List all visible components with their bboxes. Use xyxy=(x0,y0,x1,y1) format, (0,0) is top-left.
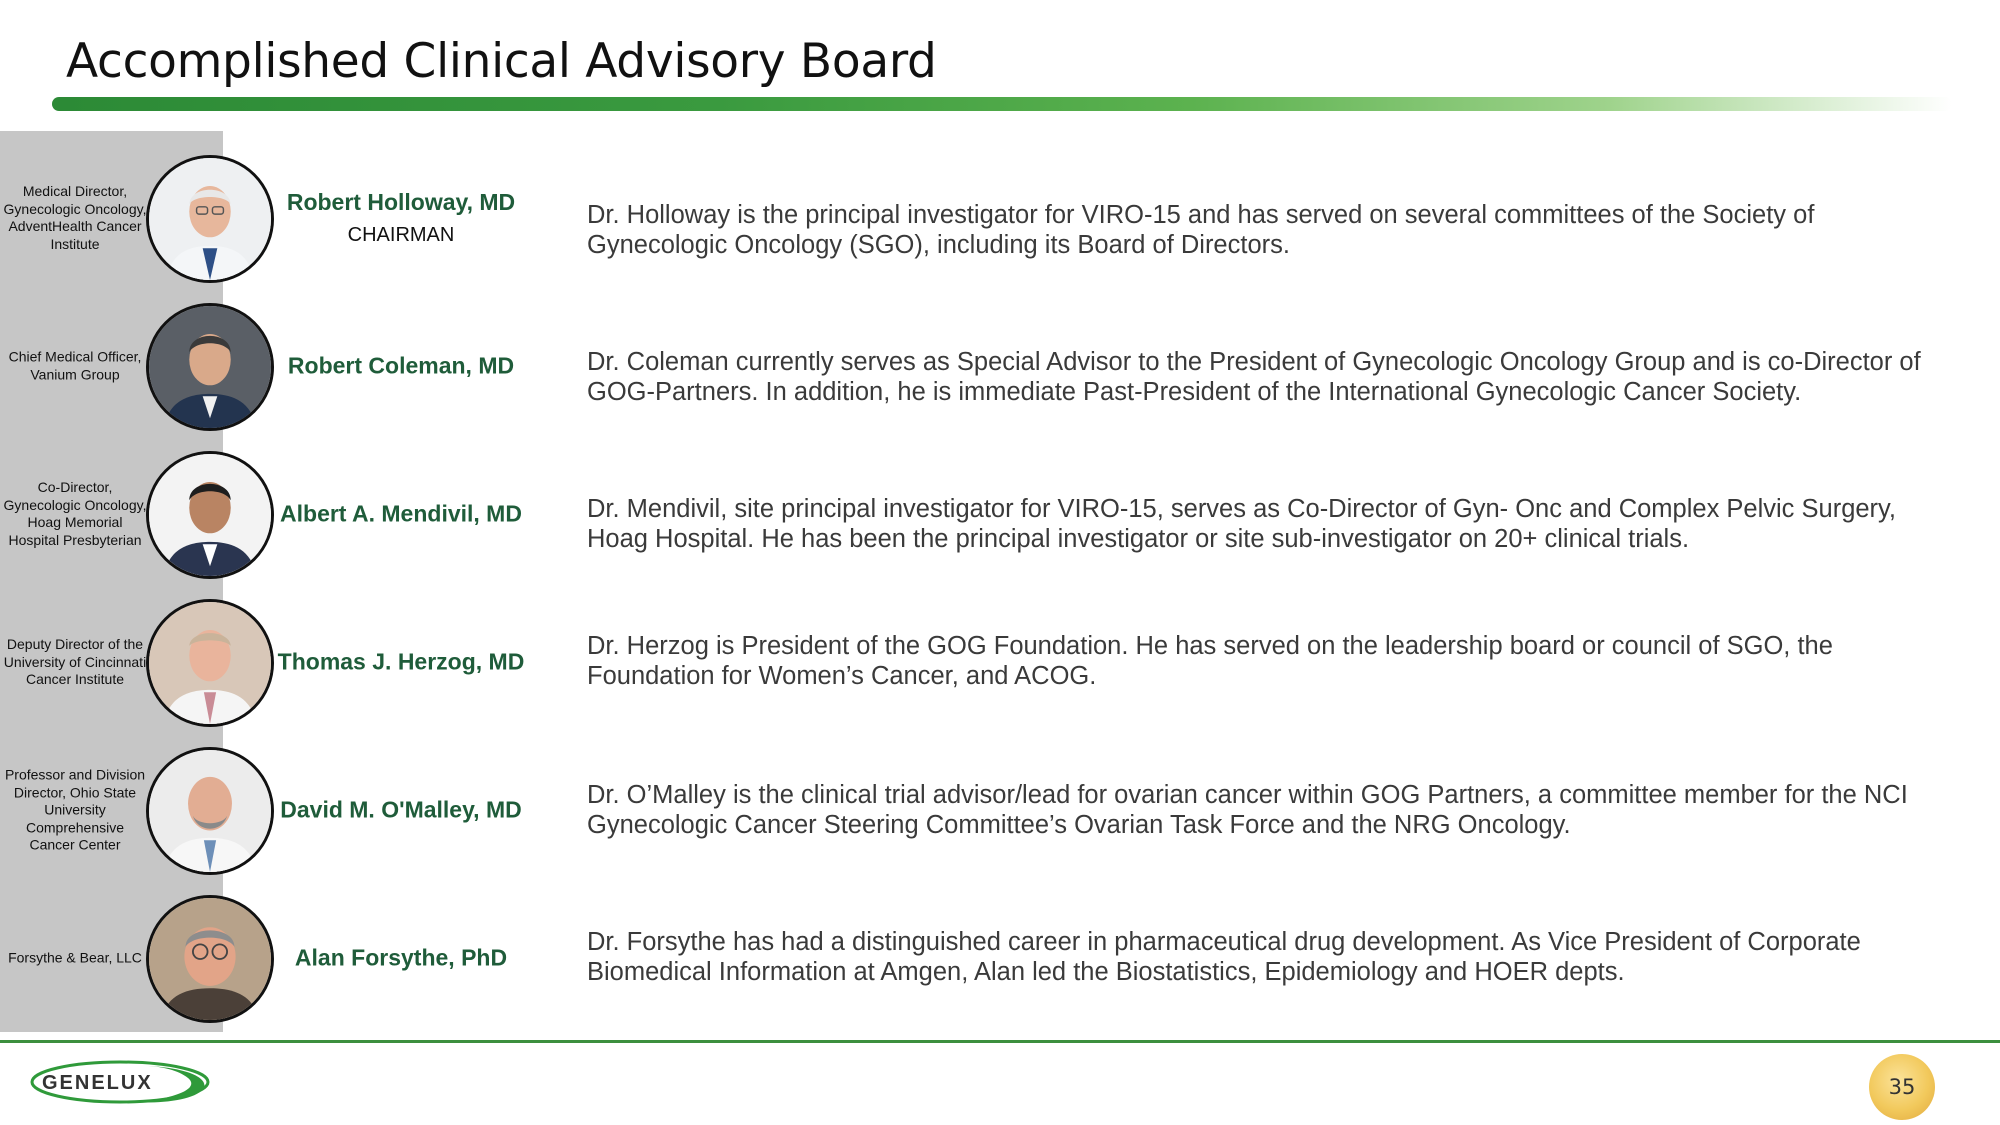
board-member-holloway xyxy=(0,152,2000,284)
member-name: Robert Coleman, MD xyxy=(287,352,515,379)
member-name: Thomas J. Herzog, MD xyxy=(277,648,525,675)
member-name: Robert Holloway, MD xyxy=(286,189,516,215)
member-photo xyxy=(146,895,274,1023)
svg-text:GENELUX: GENELUX xyxy=(42,1072,153,1094)
member-bio: Dr. O’Malley is the clinical trial advisor/lead for ovarian cancer within GOG Partners, a committee member for the NCI Gynecologic Cancer Steering Committee’s Ovarian Task Force and the NRG Oncology. xyxy=(587,781,1908,839)
logo-swoosh-icon xyxy=(28,1058,210,1106)
member-name-block xyxy=(272,797,530,824)
member-photo xyxy=(146,747,274,875)
member-name-block xyxy=(272,353,530,380)
board-member-forsythe xyxy=(0,892,2000,1024)
page-number: 35 xyxy=(1869,1054,1935,1120)
member-name-block xyxy=(272,501,530,528)
member-name: Alan Forsythe, PhD xyxy=(294,944,508,971)
portrait-icon xyxy=(149,898,271,1020)
slide-title: Accomplished Clinical Advisory Board xyxy=(66,34,937,89)
member-photo xyxy=(146,599,274,727)
board-member-mendivil xyxy=(0,448,2000,580)
board-member-herzog xyxy=(0,596,2000,728)
member-affiliation: Professor and Division Director, Ohio State University Comprehensive Cancer Center xyxy=(4,766,146,853)
board-member-coleman xyxy=(0,300,2000,432)
member-bio: Dr. Coleman currently serves as Special Advisor to the President of Gynecologic Oncology Group and is co-Director of GOG-Partners. In addition, he is immediate Past-President of the International Gynecologic Cancer Society. xyxy=(587,348,1921,406)
portrait-icon xyxy=(149,602,271,724)
member-bio: Dr. Mendivil, site principal investigator for VIRO-15, serves as Co-Director of Gyn- Onc and Complex Pelvic Surgery, Hoag Hospital. He has been the principal investigator or site sub-investigator on 20+ clinical trials. xyxy=(587,495,1896,553)
portrait-icon xyxy=(149,454,271,576)
member-affiliation: Forsythe & Bear, LLC xyxy=(8,949,142,966)
portrait-icon xyxy=(149,750,271,872)
member-name: David M. O'Malley, MD xyxy=(280,796,522,823)
member-name-block xyxy=(272,649,530,676)
member-name-block xyxy=(272,189,530,247)
genelux-logo xyxy=(28,1058,210,1106)
member-affiliation: Co-Director, Gynecologic Oncology, Hoag Memorial Hospital Presbyterian xyxy=(3,479,147,548)
member-photo xyxy=(146,303,274,431)
member-photo xyxy=(146,155,274,283)
member-name: Albert A. Mendivil, MD xyxy=(280,500,522,527)
member-bio: Dr. Forsythe has had a distinguished career in pharmaceutical drug development. As Vice President of Corporate Biomedical Information at Amgen, Alan led the Biostatistics, Epidemiology and HOER depts. xyxy=(587,928,1861,986)
member-bio: Dr. Holloway is the principal investigator for VIRO-15 and has served on several committees of the Society of Gynecologic Oncology (SGO), including its Board of Directors. xyxy=(587,201,1815,259)
footer-divider xyxy=(0,1040,2000,1043)
member-photo xyxy=(146,451,274,579)
member-role: CHAIRMAN xyxy=(347,224,455,246)
member-affiliation: Deputy Director of the University of Cincinnati Cancer Institute xyxy=(3,635,147,687)
member-affiliation: Medical Director, Gynecologic Oncology, AdventHealth Cancer Institute xyxy=(3,183,147,252)
portrait-icon xyxy=(149,306,271,428)
member-bio: Dr. Herzog is President of the GOG Foundation. He has served on the leadership board or council of SGO, the Foundation for Women’s Cancer, and ACOG. xyxy=(587,632,1833,690)
title-underline-bar xyxy=(52,97,1952,111)
board-member-omalley xyxy=(0,744,2000,876)
member-name-block xyxy=(272,945,530,972)
portrait-icon xyxy=(149,158,271,280)
member-affiliation: Chief Medical Officer, Vanium Group xyxy=(8,348,142,382)
